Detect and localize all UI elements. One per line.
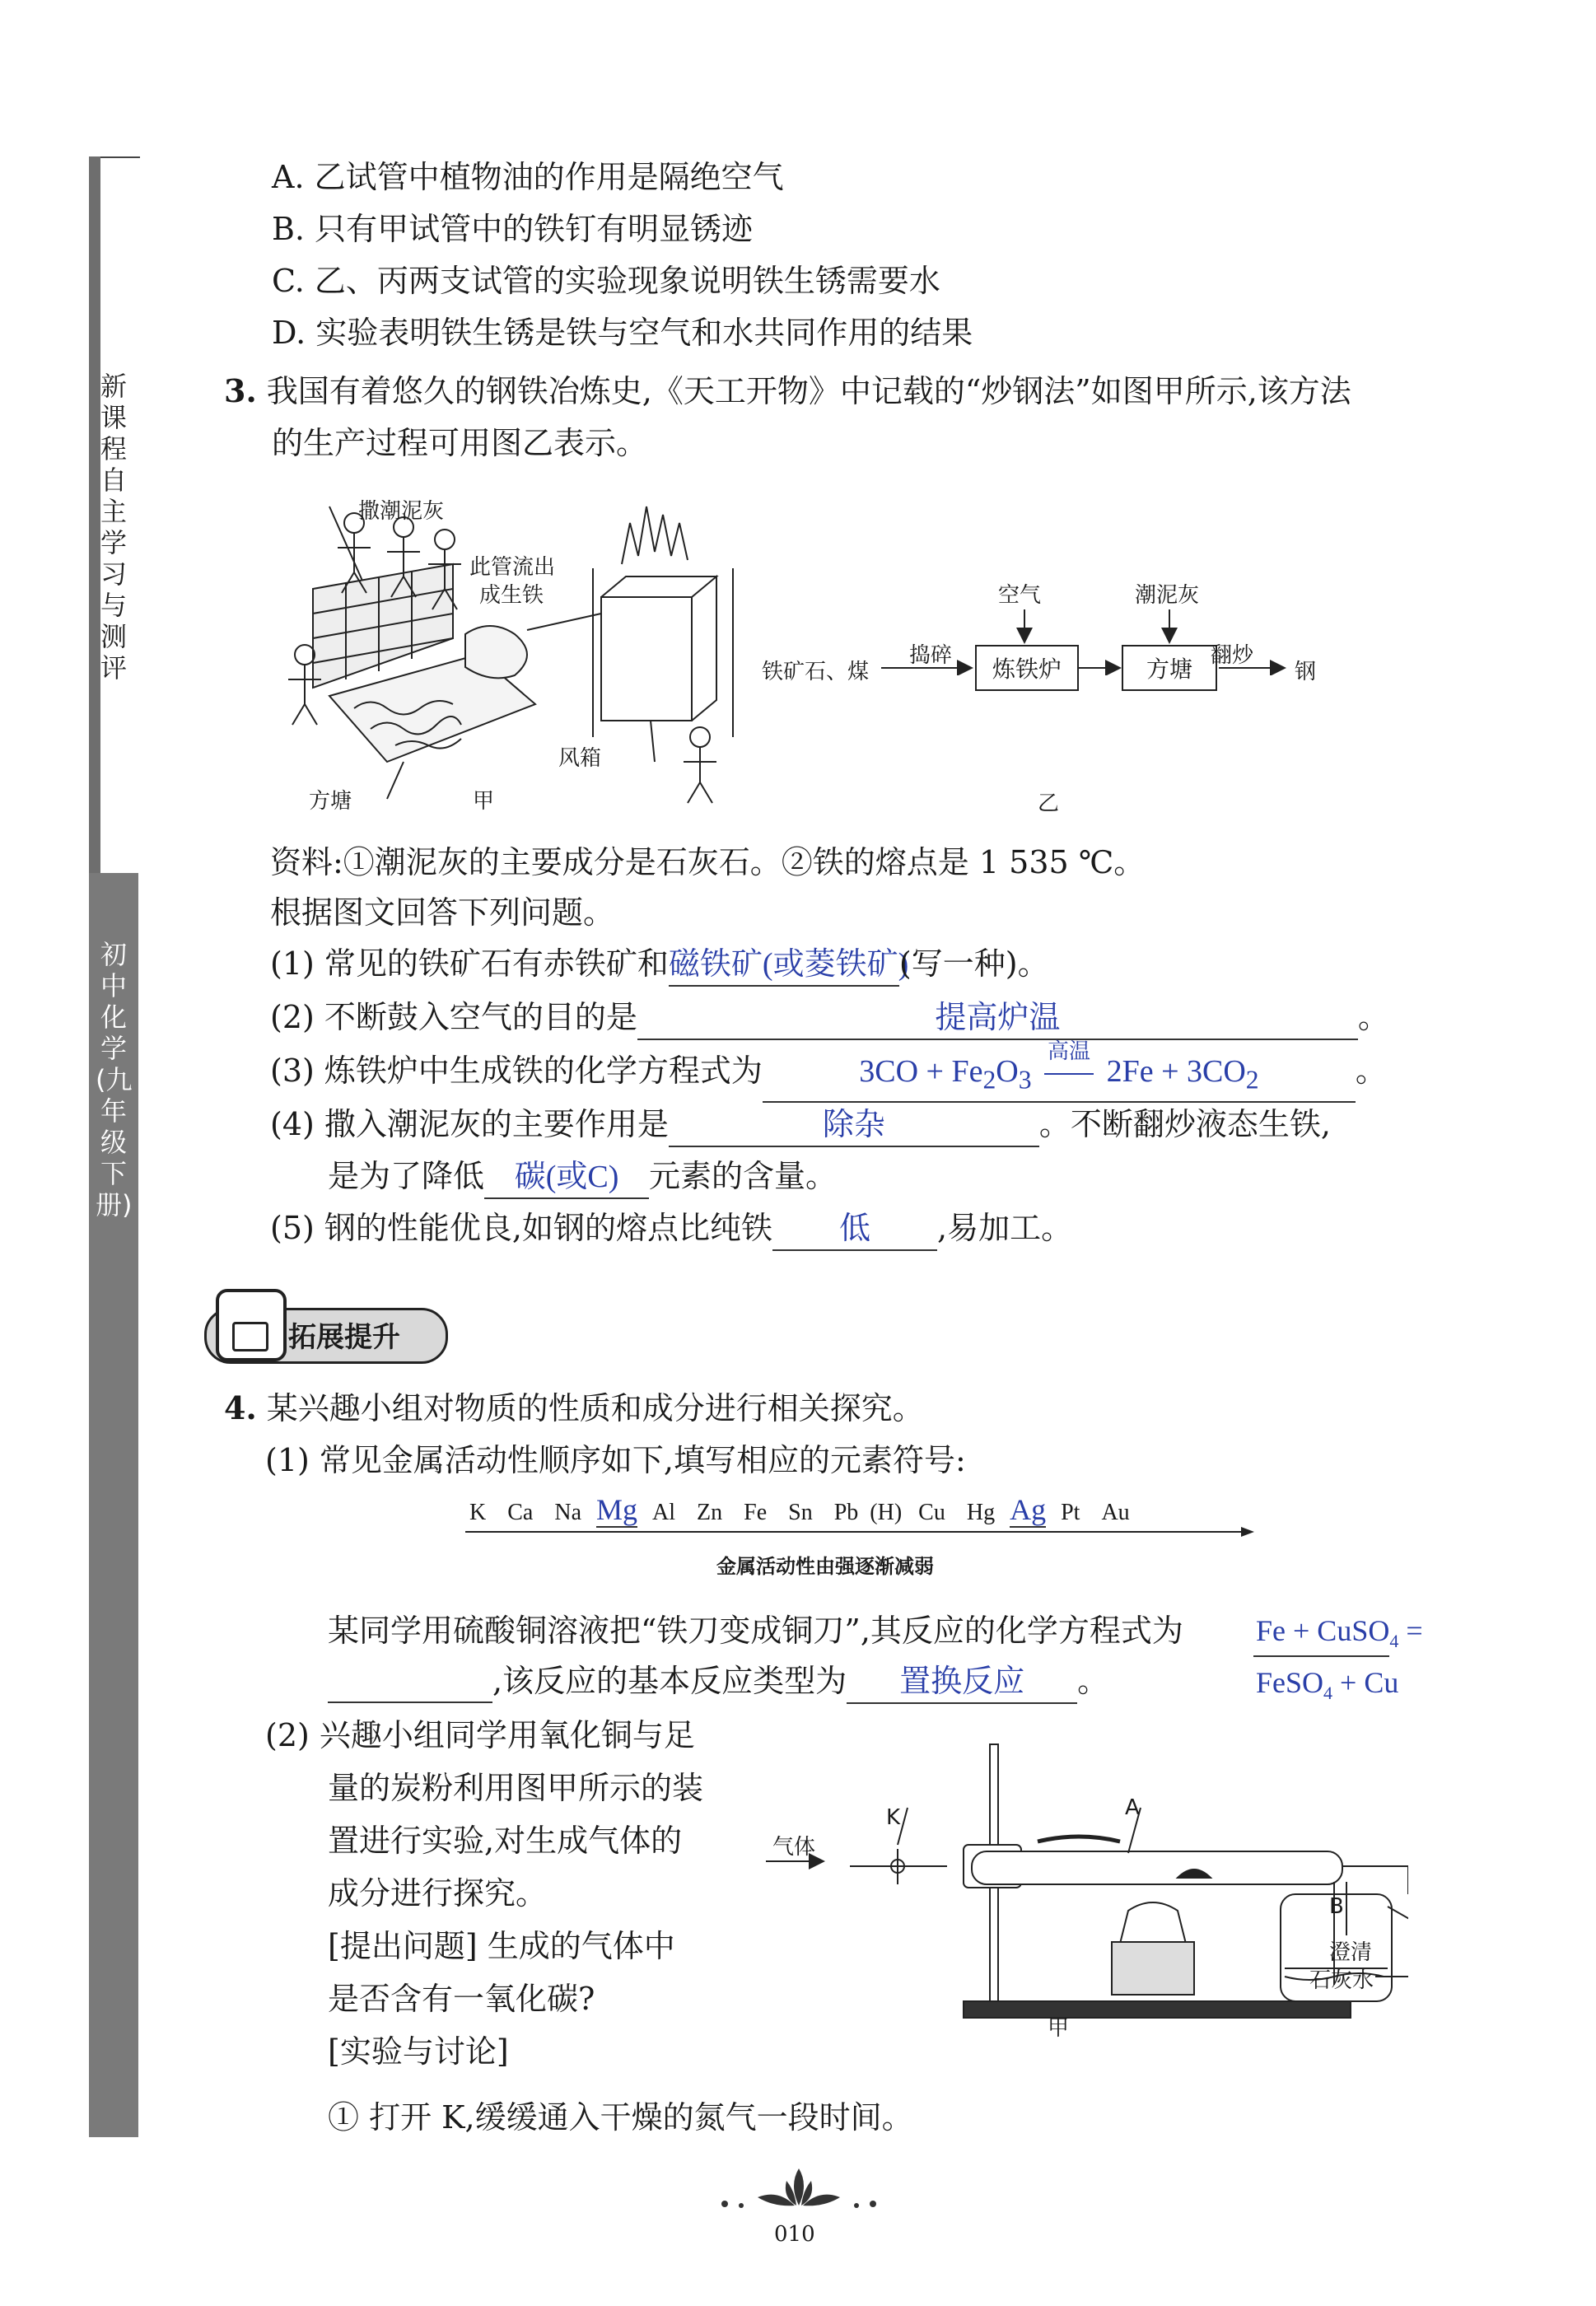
answer-blank[interactable]: 除杂 <box>669 1104 1039 1147</box>
q4-part1: (1) 常见金属活动性顺序如下,填写相应的元素符号: <box>265 1442 966 1478</box>
question-number: 3. <box>224 372 257 409</box>
label-pipe-1: 此管流出 <box>469 555 556 580</box>
q4-part2-line2: 量的炭粉利用图甲所示的装 <box>328 1770 704 1806</box>
element-fe: Fe <box>744 1500 768 1525</box>
q4-part2-line1: (2) 兴趣小组同学用氧化铜与足 <box>265 1717 695 1753</box>
flow-air: 空气 <box>998 583 1042 608</box>
question-text: 的生产过程可用图乙表示。 <box>272 425 648 461</box>
apparatus-b-label: B <box>1329 1894 1344 1919</box>
answer-equation[interactable]: $3CO + Fe_2O_3$ 高温 $2Fe + 3CO_2$ <box>763 1051 1356 1103</box>
part-text: (4) 撒入潮泥灰的主要作用是 <box>270 1106 669 1142</box>
answer-blank[interactable]: 提高炉温 <box>637 997 1358 1040</box>
q3-stem-line1 <box>224 371 1351 412</box>
label-sachaonihui: 撒潮泥灰 <box>358 499 445 524</box>
element-ag-answer[interactable]: Ag <box>1010 1493 1047 1526</box>
q4-step1: ① 打开 K,缓缓通入干燥的氮气一段时间。 <box>328 2099 913 2136</box>
figure-chaogang-illustration <box>280 490 741 811</box>
answer-blank-continuation <box>328 1660 492 1703</box>
flow-box-fangtang: 方塘 <box>1122 645 1217 691</box>
element-pt: Pt <box>1061 1500 1080 1525</box>
part-text: 。不断翻炒液态生铁, <box>1038 1106 1332 1142</box>
q4-discussion: [实验与讨论] <box>328 2033 509 2070</box>
option-text: 只有甲试管中的铁钉有明显锈迹 <box>315 211 754 247</box>
figure-caption-jia: 甲 <box>473 789 495 814</box>
q4-question-line1: [提出问题] 生成的气体中 <box>328 1928 675 1964</box>
flow-input: 铁矿石、煤 <box>762 660 870 684</box>
option-text: 乙试管中植物油的作用是隔绝空气 <box>314 159 784 195</box>
option-d <box>272 312 973 353</box>
q3-part3 <box>270 1039 1387 1103</box>
q3-part4-line2 <box>328 1155 837 1199</box>
page-number: 010 <box>774 2222 815 2247</box>
flow-chaonihui: 潮泥灰 <box>1135 583 1200 608</box>
part-text: ,易加工。 <box>937 1210 1073 1246</box>
apparatus-limewater-1: 澄清 <box>1329 1940 1373 1965</box>
part-text: (1) 常见的铁矿石有赤铁矿和 <box>270 945 669 982</box>
element-hg: Hg <box>966 1500 996 1525</box>
sidebar-subject: 初中化学(九年级下册) <box>96 939 133 1221</box>
sidebar-book-title: 新课程自主学习与测评 <box>100 371 127 684</box>
answer-equation-cuso4[interactable]: Fe + CuSO$_4$ = FeSO$_4$ + Cu <box>1256 1614 1423 1704</box>
flow-step-daosui: 捣碎 <box>909 643 953 668</box>
q3-part1 <box>270 943 1049 987</box>
part-text: 。 <box>1077 1663 1109 1699</box>
question-text: 某兴趣小组对物质的性质和成分进行相关探究。 <box>266 1390 924 1426</box>
question-number: 4. <box>224 1389 257 1426</box>
option-letter: D. <box>272 315 306 351</box>
answer-blank[interactable]: 低 <box>772 1208 937 1251</box>
series-caption: 金属活动性由强逐渐减弱 <box>716 1555 934 1578</box>
answer-blank[interactable]: 置换反应 <box>847 1661 1077 1704</box>
part-text: 元素的含量。 <box>649 1158 838 1194</box>
part-text: ,该反应的基本反应类型为 <box>492 1663 847 1699</box>
option-b <box>272 208 753 250</box>
element-ca: Ca <box>507 1500 534 1525</box>
part-text: (5) 钢的性能优良,如钢的熔点比纯铁 <box>270 1210 772 1246</box>
footer-ornament-icon <box>708 2164 889 2222</box>
figure-caption-yi: 乙 <box>1038 791 1060 816</box>
q4-question-line2: 是否含有一氧化碳? <box>328 1981 595 2017</box>
apparatus-figure <box>766 1730 1408 2042</box>
answer-equation-underline <box>1253 1655 1389 1657</box>
floppy-icon <box>216 1289 287 1361</box>
answer-blank[interactable]: 磁铁矿(或菱铁矿) <box>669 944 899 987</box>
q4-knife-line: 某同学用硫酸铜溶液把“铁刀变成铜刀”,其反应的化学方程式为 <box>328 1613 1183 1649</box>
option-letter: C. <box>272 263 305 299</box>
element-au: Au <box>1101 1500 1130 1525</box>
flow-step-fanchao: 翻炒 <box>1211 643 1254 668</box>
flow-output: 钢 <box>1295 660 1317 684</box>
series-arrow <box>465 1524 1256 1540</box>
element-na: Na <box>554 1500 581 1525</box>
option-text: 乙、丙两支试管的实验现象说明铁生锈需要水 <box>314 263 940 299</box>
label-fengxiang: 风箱 <box>558 746 602 771</box>
element-cu: Cu <box>918 1500 945 1525</box>
label-fangtang: 方塘 <box>309 789 352 814</box>
answer-blank[interactable]: 碳(或C) <box>484 1156 649 1199</box>
label-pipe-2: 成生铁 <box>479 583 544 608</box>
option-letter: B. <box>272 211 306 247</box>
section-title: 拓展提升 <box>288 1321 400 1354</box>
option-text: 实验表明铁生锈是铁与空气和水共同作用的结果 <box>315 315 973 351</box>
q3-part2 <box>270 997 1389 1040</box>
apparatus-caption: 甲 <box>1048 2016 1070 2041</box>
option-a <box>272 156 784 198</box>
element-mg-answer[interactable]: Mg <box>596 1493 638 1526</box>
q4-reaction-type <box>328 1660 1108 1704</box>
apparatus-limewater-2: 石灰水 <box>1309 1968 1374 1993</box>
element-sn: Sn <box>788 1500 813 1525</box>
q3-part5 <box>270 1207 1072 1251</box>
element-h: (H) <box>870 1500 903 1525</box>
element-al: Al <box>652 1500 676 1525</box>
question-text: 我国有着悠久的钢铁冶炼史,《天工开物》中记载的“炒钢法”如图甲所示,该方法 <box>266 373 1351 409</box>
q3-stem-line2 <box>272 422 647 464</box>
q3-part4 <box>270 1104 1331 1147</box>
part-text: (3) 炼铁炉中生成铁的化学方程式为 <box>270 1053 763 1089</box>
part-text: (写一种)。 <box>898 945 1049 982</box>
q4-part2-line3: 置进行实验,对生成气体的 <box>328 1823 683 1859</box>
apparatus-gas-label: 气体 <box>772 1835 816 1860</box>
q3-info: 资料:①潮泥灰的主要成分是石灰石。②铁的熔点是 1 535 ℃。 <box>270 844 1146 880</box>
option-c <box>272 260 940 301</box>
element-pb: Pb <box>833 1500 859 1525</box>
element-zn: Zn <box>697 1500 723 1525</box>
q4-stem <box>224 1388 924 1429</box>
apparatus-k-label: K <box>886 1805 901 1830</box>
activity-series <box>469 1492 1130 1527</box>
q4-part2-line4: 成分进行探究。 <box>328 1875 548 1912</box>
part-text: 。 <box>1357 999 1389 1035</box>
element-k: K <box>469 1500 487 1525</box>
option-letter: A. <box>272 159 305 195</box>
apparatus-a-label: A <box>1125 1795 1140 1820</box>
q3-instruction: 根据图文回答下列问题。 <box>270 894 615 931</box>
condition-high-temp: 高温 <box>1048 1039 1091 1063</box>
part-text: 是为了降低 <box>328 1158 485 1194</box>
flow-box-lianlu: 炼铁炉 <box>975 645 1079 691</box>
part-text: 。 <box>1355 1053 1387 1089</box>
part-text: (2) 不断鼓入空气的目的是 <box>270 999 637 1035</box>
